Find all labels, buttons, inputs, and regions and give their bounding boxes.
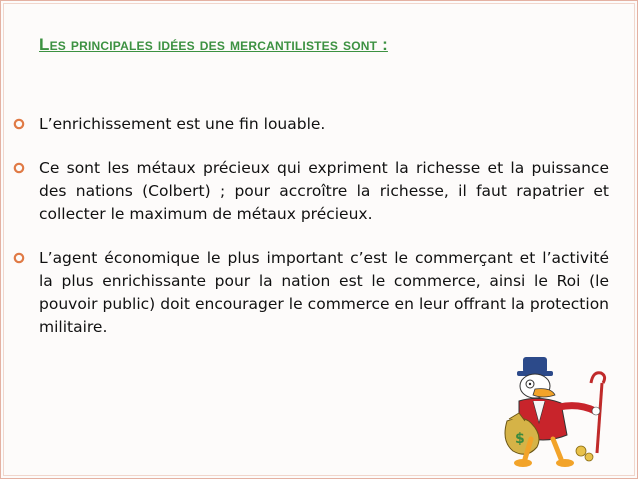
bullet-ring-icon: [13, 252, 25, 264]
bullet-item: [13, 247, 609, 339]
bullet-item: [13, 157, 609, 226]
bullet-ring-icon: [13, 162, 25, 174]
svg-text:$: $: [515, 431, 525, 447]
scrooge-money-bag-illustration: [495, 353, 615, 471]
bullet-text: Ce sont les métaux précieux qui expriment la richesse et la puissance des nations (Colbert) ; pour accroître la richesse, il faut rapatrier et collecter le maximum de métaux précieux.: [39, 159, 609, 223]
bullet-list: [13, 113, 609, 360]
bullet-ring-icon: [13, 118, 25, 130]
bullet-item: [13, 113, 609, 136]
bullet-text: L’enrichissement est une fin louable.: [39, 115, 326, 133]
bullet-text: L’agent économique le plus important c’est le commerçant et l’activité la plus enrichissante pour la nation est le commerce, ainsi le Roi (le pouvoir public) doit encourager le commerce en leur offrant la protection militaire.: [39, 249, 609, 336]
slide-title: Les principales idées des mercantilistes sont :: [39, 35, 388, 54]
